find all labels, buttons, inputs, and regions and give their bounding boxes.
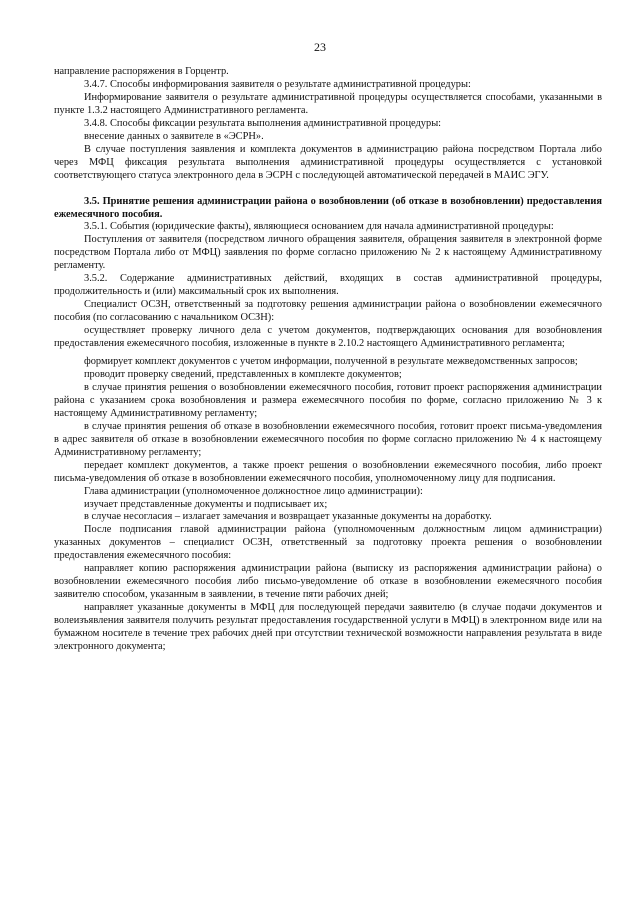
section-heading: 3.5. Принятие решения администрации района о возобновлении (об отказе в возобновлении) предоставления ежемесячного пособия. bbox=[54, 195, 602, 220]
paragraph: в случае несогласия – излагает замечания и возвращает указанные документы на доработку. bbox=[84, 511, 492, 523]
paragraph: в случае принятия решения об отказе в возобновлении ежемесячного пособия, готовит проект письма-уведомления в адрес заявителя об отказе в возобновлении ежемесячного пособия по форме согласно приложению № 4 к настоящему Административному регламенту; bbox=[54, 420, 602, 458]
paragraph: После подписания главой администрации района (уполномоченным должностным лицом администрации) указанных документов – специалист ОСЗН, ответственный за подготовку проекта решения о возобновлении предоставления ежемесячного пособия: bbox=[54, 524, 602, 562]
paragraph: 3.5.2. Содержание административных действий, входящих в состав административной процедуры, продолжительность и (или) максимальный срок их выполнения. bbox=[54, 273, 602, 298]
paragraph: 3.5.1. События (юридические факты), являющиеся основанием для начала административной процедуры: bbox=[84, 221, 554, 233]
paragraph: Поступления от заявителя (посредством личного обращения заявителя, обращения заявителя в электронной форме посредством Портала либо от МФЦ) заявления по форме согласно приложению № 2 к настоящему Административному регламенту. bbox=[54, 234, 602, 272]
paragraph: направляет копию распоряжения администрации района (выписку из распоряжения администрации района) о возобновлении ежемесячного пособия либо письмо-уведомление об отказе в возобновлении ежемесячного пособия заявителю способом, указанным в заявлении, в течение пяти рабочих дней; bbox=[54, 563, 602, 601]
page-number: 23 bbox=[314, 40, 326, 54]
paragraph: 3.4.7. Способы информирования заявителя о результате административной процедуры: bbox=[84, 78, 471, 90]
paragraph: направление распоряжения в Горцентр. bbox=[54, 66, 229, 77]
paragraph: направляет указанные документы в МФЦ для последующей передачи заявителю (в случае подачи документов и волеизъявления заявителя получить результат предоставления государственной услуги в МФЦ) в электронном виде или на бумажном носителе в течение трех рабочих дней при отсутствии технической возможности направления результата в виде электронного документа; bbox=[54, 602, 602, 652]
paragraph: проводит проверку сведений, представленных в комплекте документов; bbox=[84, 368, 402, 380]
paragraph: Специалист ОСЗН, ответственный за подготовку решения администрации района о возобновлении ежемесячного пособия (по согласованию с начальником ОСЗН): bbox=[54, 299, 602, 324]
paragraph: Глава администрации (уполномоченное должностное лицо администрации): bbox=[84, 485, 423, 497]
paragraph: передает комплект документов, а также проект решения о возобновлении ежемесячного пособия, либо проект письма-уведомления об отказе в возобновлении ежемесячного пособия, уполномоченному лицу для подписания. bbox=[54, 459, 602, 484]
paragraph: формирует комплект документов с учетом информации, полученной в результате межведомственных запросов; bbox=[84, 356, 578, 368]
paragraph: осуществляет проверку личного дела с учетом документов, подтверждающих основания для возобновления предоставления ежемесячного пособия, изложенные в пункте в 2.10.2 настоящего Административного регламента; bbox=[54, 325, 602, 350]
paragraph: внесение данных о заявителе в «ЭСРН». bbox=[84, 130, 264, 142]
paragraph: в случае принятия решения о возобновлении ежемесячного пособия, готовит проект распоряжения администрации района с указанием срока возобновления и размера ежемесячного пособия по форме, согласно приложению № 3 к настоящему Административному регламенту; bbox=[54, 381, 602, 419]
paragraph: В случае поступления заявления и комплекта документов в администрацию района посредством Портала либо через МФЦ фиксация результата выполнения административной процедуры осуществляется с установкой соответствующего статуса электронного дела в ЭСРН с последующей автоматической передачей в МАИС ЭГУ. bbox=[54, 143, 602, 181]
paragraph: 3.4.8. Способы фиксации результата выполнения административной процедуры: bbox=[84, 117, 442, 129]
paragraph: Информирование заявителя о результате административной процедуры осуществляется способами, указанными в пункте 1.3.2 настоящего Административного регламента. bbox=[54, 91, 602, 116]
paragraph: изучает представленные документы и подписывает их; bbox=[84, 498, 328, 510]
document-body bbox=[54, 66, 602, 654]
